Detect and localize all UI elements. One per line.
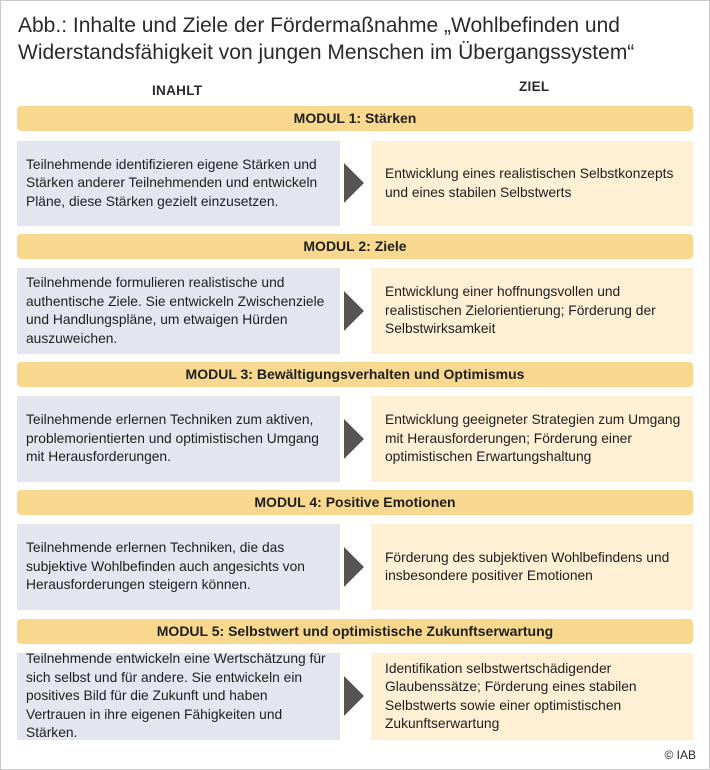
module-5-goal-box [371, 653, 693, 740]
module-1-goal-box [371, 141, 693, 226]
module-4-arrow-icon [344, 547, 364, 587]
module-4-content-text: Teilnehmende erlernen Techniken, die das subjektive Wohlbefinden auch angesichts von Herausforderungen steigern können. [26, 540, 305, 593]
module-3-goal-box [371, 396, 693, 482]
module-2-content-box [17, 268, 340, 354]
module-1-content-text: Teilnehmende identifizieren eigene Stärken und Stärken anderer Teilnehmenden und entwickeln Pläne, diese Stärken gezielt einzusetzen. [26, 156, 318, 209]
module-3-arrow-icon [344, 419, 364, 459]
copyright-note: © IAB [664, 748, 696, 762]
module-1-title: MODUL 1: Stärken [17, 106, 693, 131]
module-3-content-box [17, 396, 340, 482]
module-4-goal-box [371, 524, 693, 610]
module-3-content-text: Teilnehmende erlernen Techniken zum aktiven, problemorientierten und optimistischen Umgang mit Herausforderungen. [26, 412, 319, 465]
module-1-goal-text: Entwicklung eines realistischen Selbstkonzepts und eines stabilen Selbstwerts [385, 166, 674, 200]
module-5-goal-text: Identifikation selbstwertschädigender Glaubenssätze; Förderung eines stabilen Selbstwerts sowie einer optimistischen Zukunftserwartung [385, 660, 637, 731]
module-5-content-box [17, 653, 340, 740]
column-header-inhalt: INAHLT [152, 83, 203, 98]
module-5-arrow-icon [344, 676, 364, 716]
figure-title: Abb.: Inhalte und Ziele der Fördermaßnahme „Wohlbefinden und Widerstandsfähigkeit von jungen Menschen im Übergangssystem“ [18, 14, 635, 64]
module-1-arrow-icon [344, 163, 364, 203]
module-2-content-text: Teilnehmende formulieren realistische und authentische Ziele. Sie entwickeln Zwischenziele und Handlungspläne, um etwaigen Hürden auszuweichen. [26, 275, 325, 346]
module-3-goal-text: Entwicklung geeigneter Strategien zum Umgang mit Herausforderungen; Förderung einer optimistischen Erwartungshaltung [385, 412, 681, 465]
module-4-goal-text: Förderung des subjektiven Wohlbefindens und insbesondere positiver Emotionen [385, 549, 670, 583]
column-header-ziel: ZIEL [519, 79, 550, 94]
module-2-goal-text: Entwicklung einer hoffnungsvollen und realistischen Zielorientierung; Förderung der Selbstwirksamkeit [385, 284, 656, 337]
module-5-content-text: Teilnehmende entwickeln eine Wertschätzung für sich selbst und für andere. Sie entwickeln ein positives Bild für die Zukunft und haben Vertrauen in ihre eigenen Fähigkeiten und Stärken. [26, 651, 326, 741]
module-2-arrow-icon [344, 291, 364, 331]
module-3-title: MODUL 3: Bewältigungsverhalten und Optimismus [17, 362, 693, 387]
module-5-title: MODUL 5: Selbstwert und optimistische Zukunftserwartung [17, 619, 693, 644]
module-4-title: MODUL 4: Positive Emotionen [17, 490, 693, 515]
module-1-content-box [17, 141, 340, 226]
module-4-content-box [17, 524, 340, 610]
module-2-title: MODUL 2: Ziele [17, 234, 693, 259]
module-2-goal-box [371, 268, 693, 354]
